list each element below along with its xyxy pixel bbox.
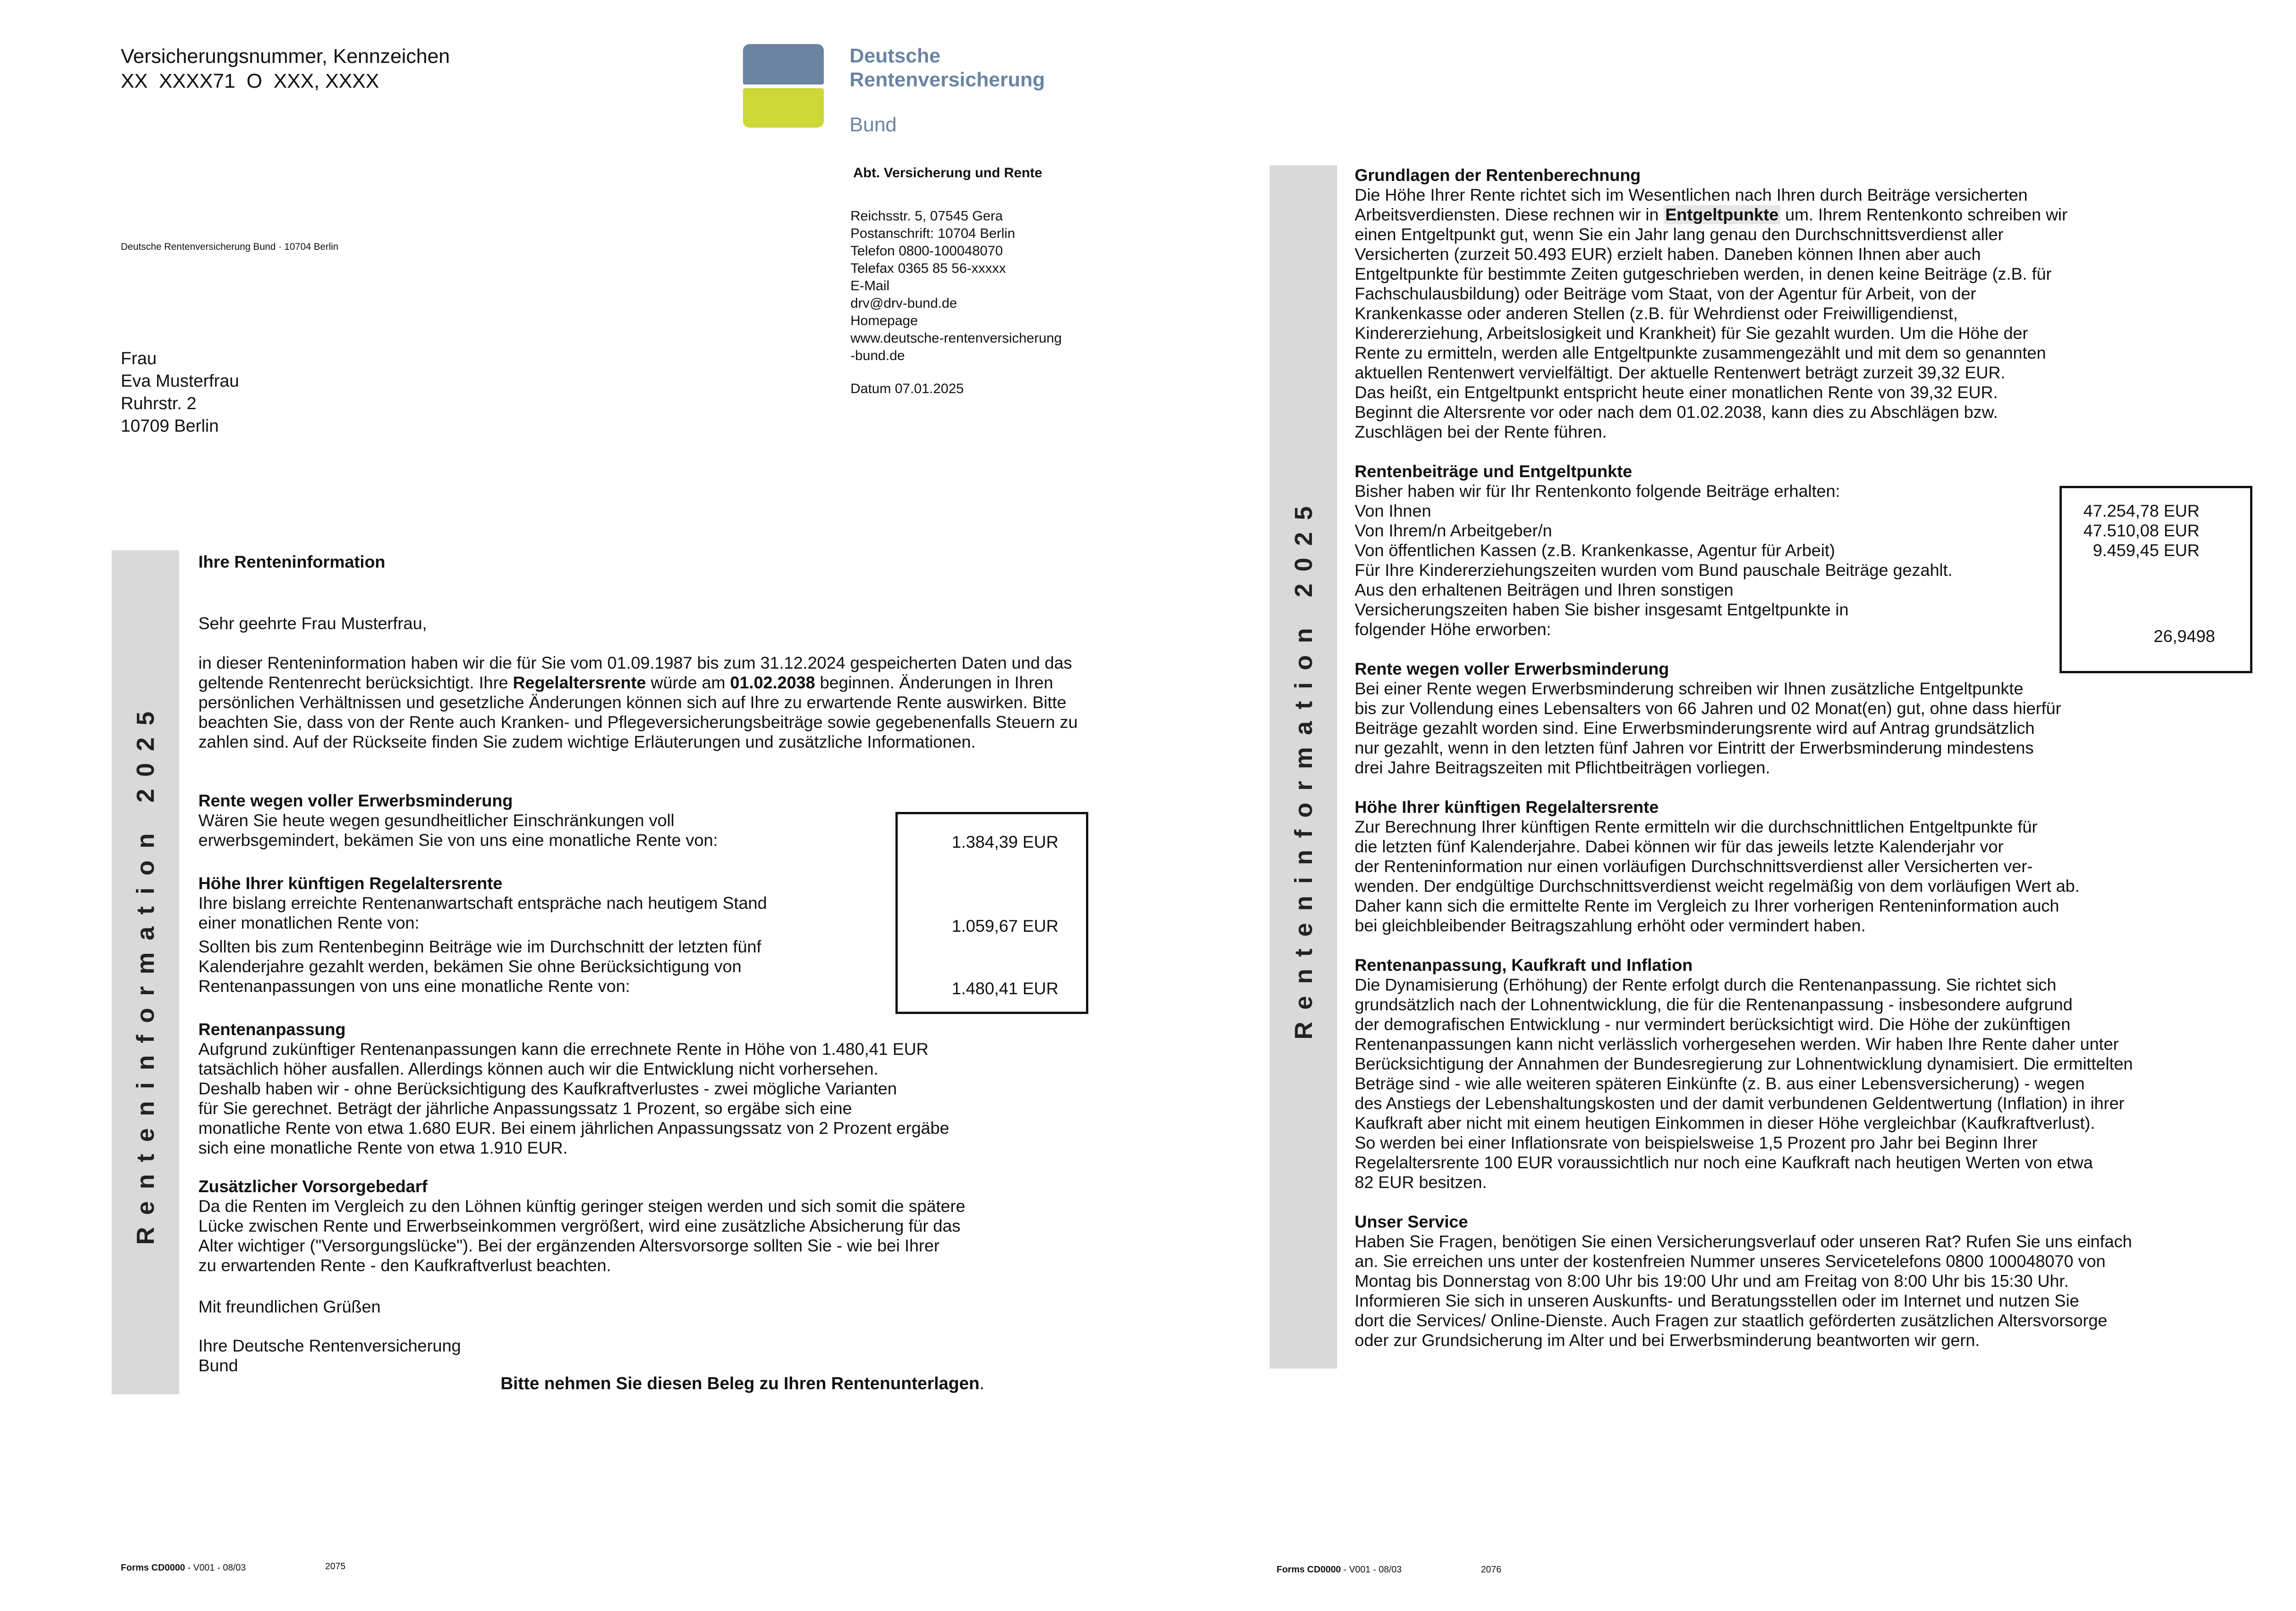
insurance-number-label: Versicherungsnummer, Kennzeichen (121, 45, 450, 68)
letter-date: Datum 07.01.2025 (850, 381, 964, 396)
section-heading-vorsorge: Zusätzlicher Vorsorgebedarf (198, 1177, 428, 1196)
signature: Ihre Deutsche Rentenversicherung Bund (198, 1336, 461, 1375)
letter-title: Ihre Renteninformation (198, 552, 386, 571)
footer-page1: Forms CD0000 - V001 - 08/03 (121, 1563, 246, 1573)
sidebar-title: Renteninformation 2025 (1289, 494, 1317, 1040)
footer-page2: Forms CD0000 - V001 - 08/03 (1277, 1565, 1402, 1575)
section-heading-regelaltersrente: Höhe Ihrer künftigen Regelaltersrente (198, 874, 503, 893)
erwerbsminderung-text: Wären Sie heute wegen gesundheitlicher Einschränkungen voll erwerbsgemindert, bekämen Sie von uns eine monatliche Rente von: (198, 811, 718, 850)
regelalter-text-p2: Zur Berechnung Ihrer künftigen Rente ermitteln wir die durchschnittlichen Entgeltpunkte für die letzten fünf Kalenderjahre. Dabei können wir für das jeweils letzte Kalenderjahr vor der Renteninformation nur einen vorläufigen Durchschnittsverdienst aller Versicherten ver- wenden. Der endgültige Durchschnittsverdienst weicht regelmäßig von dem vorläufigen Wert ab. Daher kann sich die ermittelte Rente im Vergleich zu Ihrer vorherigen Renteninformation auch bei gleichbleibender Beitragszahlung erhöht oder vermindert haben. (1355, 817, 2080, 935)
beitraege-row-arbeitgeber: Von Ihrem/n Arbeitgeber/n 47.510,08 EUR (1355, 521, 2200, 540)
greeting: Sehr geehrte Frau Musterfrau, (198, 614, 427, 633)
entgeltpunkte-total: 26,9498 (2154, 627, 2215, 646)
erwerbsminderung-text-2: Bei einer Rente wegen Erwerbsminderung schreiben wir Ihnen zusätzliche Entgeltpunkte bis zur Vollendung eines Lebensalters von 66 Jahren und 02 Monat(en) gut, ohne dass hierfür Beiträge gezahlt worden sind. Eine Erwerbsminderungsrente wird auf Antrag grundsätzlich nur gezahlt, wenn in den letzten fünf Jahren vor Eintritt der Erwerbsminderung mindestens drei Jahre Beitragszeiten mit Pflichtbeiträgen vorliegen. (1355, 679, 2061, 777)
section-heading-erwerbsminderung-2: Rente wegen voller Erwerbsminderung (1355, 659, 1669, 678)
regelalter-text-1: Ihre bislang erreichte Rentenanwartschaft entspräche nach heutigem Stand einer monatlichen Rente von: (198, 894, 767, 932)
grundlagen-text: einen Entgeltpunkt gut, wenn Sie ein Jahr lang genau den Durchschnittsverdienst aller Versicherten (zurzeit 50.493 EUR) erzielt haben. Daneben können Ihnen aber auch Entgeltpunkte für bestimmte Zeiten gutgeschrieben werden, in denen keine Beiträge (z.B. für Fachschulausbildung) oder Beiträge vom Staat, von der Agentur für Arbeit, von der Krankenkasse oder anderen Stellen (z.B. für Wehrdienst oder Freiwilligendienst, Kindererziehung, Arbeitslosigkeit und Krankheit) für Sie gezahlt wurden. Um die Höhe der Rente zu ermitteln, werden alle Entgeltpunkte zusammengezählt und mit dem so genannten aktuellen Rentenwert vervielfältigt. Der aktuelle Rentenwert beträgt zurzeit 39,32 EUR. Das heißt, ein Entgeltpunkt entspricht heute einer monatlichen Rente von 39,32 EUR. Beginnt die Altersrente vor oder nach dem 01.02.2038, kann dies zu Abschlägen bzw. Zuschlägen bei der Rente führen. (1355, 225, 2052, 441)
sidebar-title: Renteninformation 2025 (131, 699, 159, 1245)
footer-page1-number: 2075 (325, 1561, 346, 1572)
closing: Mit freundlichen Grüßen (198, 1297, 381, 1316)
contact-phone: Telefon 0800-100048070 (850, 243, 1003, 259)
contact-email-label: E-Mail (850, 278, 890, 293)
contact-homepage-1[interactable]: www.deutsche-rentenversicherung (850, 331, 1062, 346)
beitraege-text: Für Ihre Kindererziehungszeiten wurden vom Bund pauschale Beiträge gezahlt. Aus den erhaltenen Beiträgen und Ihren sonstigen Versicherungszeiten haben Sie bisher insgesamt Entgeltpunkte in folgender Höhe erworben: (1355, 561, 1953, 639)
section-heading-beitraege: Rentenbeiträge und Entgeltpunkte (1355, 462, 1632, 481)
section-heading-grundlagen: Grundlagen der Rentenberechnung (1355, 166, 1641, 185)
page2-content (1355, 165, 2255, 1350)
rentenanpassung-text: Aufgrund zukünftiger Rentenanpassungen kann die errechnete Rente in Höhe von 1.480,41 EUR tatsächlich höher ausfallen. Allerdings können auch wir die Entwicklung nicht vorhersehen. Deshalb haben wir - ohne Berücksichtigung des Kaufkraftverlustes - zwei mögliche Varianten für Sie gerechnet. Beträgt der jährliche Anpassungssatz 1 Prozent, so ergäbe sich eine monatliche Rente von etwa 1.680 EUR. Bei einem jährlichen Anpassungssatz von 2 Prozent ergäbe sich eine monatliche Rente von etwa 1.910 EUR. (198, 1040, 950, 1157)
contact-homepage-label: Homepage (850, 313, 918, 328)
logo-bottom-shape (743, 88, 824, 128)
kaufkraft-text: Die Dynamisierung (Erhöhung) der Rente erfolgt durch die Rentenanpassung. Sie richtet sich grundsätzlich nach der Lohnentwicklung, die für die Rentenanpassung - insbesondere aufgrund der demografischen Entwicklung - nur vermindert berücksichtigt wird. Die Höhe der zukünftigen Rentenanpassungen kann nicht verlässlich vorhergesehen werden. Wir haben Ihre Rente daher unter Berücksichtigung der Annahmen der Bundesregierung zur Lohnentwicklung dynamisiert. Die ermittelten Beträge sind - wie alle weiteren späteren Einkünfte (z. B. aus einer Lebensversicherung) - wegen des Anstiegs der Lebenshaltungskosten und der damit verbundenen Geldentwertung (Inflation) in ihrer Kaufkraft aber nicht mit einem heutigen Einkommen in dieser Höhe vergleichbar (Kaufkraftverlust). So werden bei einer Inflationsrate von beispielsweise 1,5 Prozent pro Jahr bei Beginn Ihrer Regelaltersrente 100 EUR voraussichtlich nur noch eine Kaufkraft nach heutigen Werten von etwa 82 EUR besitzen. (1355, 975, 2133, 1192)
department: Abt. Versicherung und Rente (853, 165, 1042, 180)
logo-wordmark: Deutsche Rentenversicherung (850, 45, 1045, 91)
contact-street: Reichsstr. 5, 07545 Gera (850, 208, 1003, 224)
amount-regelalter-projected: 1.480,41 EUR (951, 979, 1058, 998)
grundlagen-line-2: Arbeitsverdiensten. Diese rechnen wir in Entgeltpunkte um. Ihrem Rentenkonto schreiben wir (1355, 205, 2068, 224)
section-heading-kaufkraft: Rentenanpassung, Kaufkraft und Inflation (1355, 956, 1693, 974)
section-heading-rentenanpassung: Rentenanpassung (198, 1020, 346, 1039)
footer-page2-number: 2076 (1481, 1565, 1502, 1575)
amount-regelalter-current: 1.059,67 EUR (951, 917, 1058, 935)
service-text: Haben Sie Fragen, benötigen Sie einen Versicherungsverlauf oder unseren Rat? Rufen Sie uns einfach an. Sie erreichen uns unter der kostenfreien Nummer unseres Servicetelefons 0800 100048070 von Montag bis Donnerstag von 8:00 Uhr bis 19:00 Uhr und am Freitag von 8:00 Uhr bis 15:30 Uhr. Informieren Sie sich in unseren Auskunfts- und Beratungsstellen oder im Internet und nutzen Sie dort die Services/ Online-Dienste. Auch Fragen zur staatlich geförderten zusätzlichen Altersvorsorge oder zur Grundsicherung im Alter und bei Erwerbsminderung beantworten wir gern. (1355, 1232, 2132, 1350)
logo-subline: Bund (850, 113, 897, 136)
recipient-address: Frau Eva Musterfrau Ruhrstr. 2 10709 Berlin (121, 349, 239, 436)
section-heading-erwerbsminderung: Rente wegen voller Erwerbsminderung (198, 791, 513, 810)
sidebar-page2 (1270, 165, 1337, 1369)
amount-erwerbsminderung: 1.384,39 EUR (951, 833, 1058, 851)
contact-homepage-2[interactable]: -bund.de (850, 348, 905, 363)
beitraege-row-ihnen: Von Ihnen 47.254,78 EUR (1355, 501, 2200, 520)
vorsorge-text: Da die Renten im Vergleich zu den Löhnen künftig geringer steigen werden und sich somit die spätere Lücke zwischen Rente und Erwerbseinkommen vergrößert, wird eine zusätzliche Absicherung für das Alter wichtiger ("Versorgungslücke"). Bei der ergänzenden Altersvorsorge sollten Sie - wie bei Ihrer zu erwartenden Rente - den Kaufkraftverlust beachten. (198, 1197, 966, 1275)
contact-block (850, 208, 1062, 365)
sidebar-page1 (112, 550, 179, 1394)
sender-line: Deutsche Rentenversicherung Bund · 10704 Berlin (121, 242, 338, 252)
section-heading-service: Unser Service (1355, 1212, 1468, 1231)
contact-fax: Telefax 0365 85 56-xxxxx (850, 261, 1006, 276)
contact-postbox: Postanschrift: 10704 Berlin (850, 226, 1015, 241)
contact-email[interactable]: drv@drv-bund.de (850, 296, 957, 311)
beitraege-row-kassen: Von öffentlichen Kassen (z.B. Krankenkasse, Agentur für Arbeit) 9.459,45 EUR (1355, 541, 2200, 560)
insurance-number-value: XX XXXX71 O XXX, XXXX (121, 70, 379, 92)
keep-document-note: Bitte nehmen Sie diesen Beleg zu Ihren Rentenunterlagen. (501, 1374, 985, 1393)
intro-paragraph: in dieser Renteninformation haben wir die für Sie vom 01.09.1987 bis zum 31.12.2024 gespeicherten Daten und das geltende Rentenrecht berücksichtigt. Ihre Regelaltersrente würde am 01.02.2038 beginnen. Änderungen in Ihren persönlichen Verhältnissen und gesetzliche Änderungen können sich auf Ihre zu erwartende Rente auswirken. Bitte beachten Sie, dass von der Rente auch Kranken- und Pflegeversicherungsbeiträge sowie gegebenenfalls Steuern zu zahlen sind. Auf der Rückseite finden Sie zudem wichtige Erläuterungen und zusätzliche Informationen. (198, 653, 1078, 751)
beitraege-intro: Bisher haben wir für Ihr Rentenkonto folgende Beiträge erhalten: (1355, 482, 1840, 501)
grundlagen-line-1: Die Höhe Ihrer Rente richtet sich im Wesentlichen nach Ihren durch Beiträge versicherten (1355, 186, 2028, 204)
regelalter-text-2: Sollten bis zum Rentenbeginn Beiträge wie im Durchschnitt der letzten fünf Kalenderjahre gezahlt werden, bekämen Sie ohne Berücksichtigung von Rentenanpassungen von uns eine monatliche Rente von: (198, 937, 761, 996)
logo-top-shape (743, 44, 824, 84)
section-heading-regelalter-2: Höhe Ihrer künftigen Regelaltersrente (1355, 798, 1659, 817)
entgeltpunkte-highlight: Entgeltpunkte (1664, 205, 1781, 224)
